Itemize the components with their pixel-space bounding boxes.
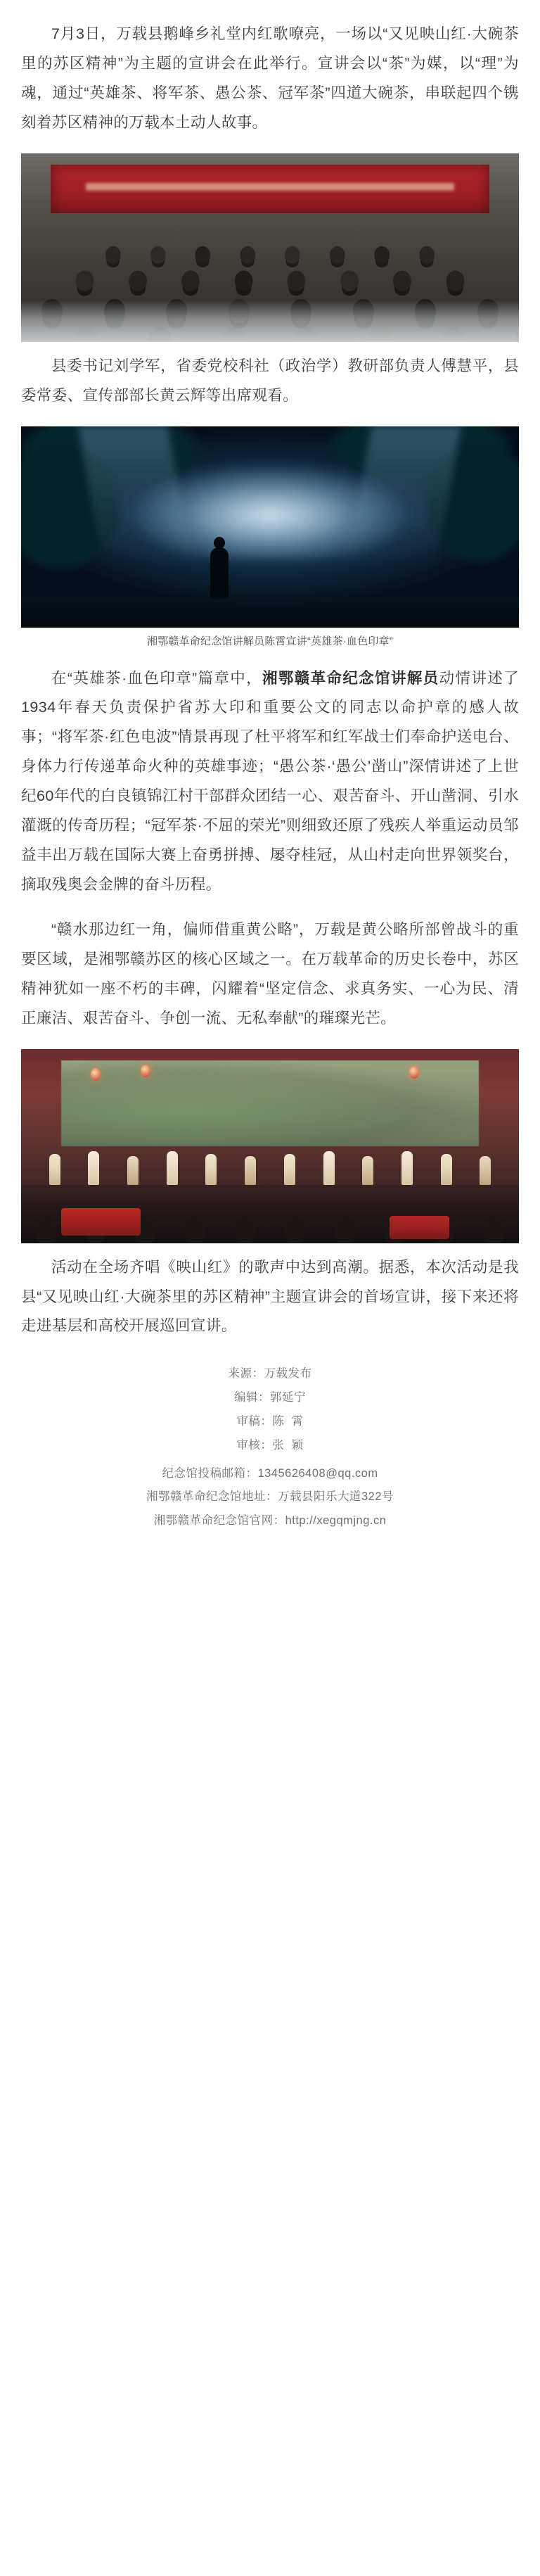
photo-1-audience-row (91, 246, 449, 262)
photo-stage-speaker (21, 426, 519, 628)
paragraph-2-text-b: 动情讲述了1934年春天负责保护省苏大印和重要公文的同志以命护章的感人故事；“将军茶·红色电波”情景再现了杜平将军和红军战士们奉命护送电台、身体力行传递革命火种的英雄事迹；“愚公茶·‘愚公’凿山”深情讲述了上世纪60年代的白良镇锦江村干部群众团结一心、艰苦奋斗、开山凿洞、引水灌溉的传奇历程；“冠军茶·不屈的荣光”则细致还原了残疾人举重运动员邹益丰出万载在国际大赛上奋勇拼搏、屡夺桂冠，从山村走向世界领奖台，摘取残奥会金牌的奋斗历程。 (21, 669, 519, 893)
photo-2-speaker-silhouette (210, 547, 229, 599)
photo-1-caption: 县委书记刘学军，省委党校科社（政治学）教研部负责人傅慧平，县委常委、宣传部部长黄云辉等出席观看。 (21, 357, 519, 404)
paragraph-1-text: 7月3日，万载县鹅峰乡礼堂内红歌嘹亮，一场以“又见映山红·大碗茶里的苏区精神”为主题的宣讲会在此举行。宣讲会以“茶”为媒，以“理”为魂，通过“英雄茶、将军茶、愚公茶、冠军茶”四道大碗茶，串联起四个镌刻着苏区精神的万载本土动人故事。 (21, 25, 519, 131)
footer-email: 纪念馆投稿邮箱：1345626408@qq.com (162, 1466, 378, 1480)
photo-3-caption: 活动在全场齐唱《映山红》的歌声中达到高潮。据悉，本次活动是我县“又见映山红·大碗茶里的苏区精神”主题宣讲会的首场宣讲，接下来还将走进基层和高校开展巡回宣讲。 (21, 1258, 519, 1335)
footer-address: 湘鄂赣革命纪念馆地址：万载县阳乐大道322号 (146, 1490, 394, 1504)
paragraph-3-text: “赣水那边红一角，偏师借重黄公略”，万载是黄公略所部曾战斗的重要区域，是湘鄂赣苏区的核心区域之一。在万载革命的历史长卷中，苏区精神犹如一座不朽的丰碑，闪耀着“坚定信念、求真务实、一心为民、清正廉洁、艰苦奋斗、争创一流、无私奉献”的璀璨光芒。 (21, 920, 519, 1027)
article-footer (21, 1362, 519, 1533)
photo-3-performers (21, 1151, 519, 1185)
footer-editor: 编辑：郭延宁 (234, 1391, 306, 1404)
photo-2-caption: 湘鄂赣革命纪念馆讲解员陈霄宣讲“英雄茶·血色印章” (147, 635, 393, 647)
footer-source: 来源：万载发布 (228, 1367, 312, 1381)
photo-1-foreground (21, 300, 519, 342)
paragraph-2-text-a: 在“英雄茶·血色印章”篇章中， (51, 669, 263, 687)
paragraph-2 (21, 664, 519, 900)
paragraph-1 (21, 20, 519, 138)
photo-1-audience-row (58, 271, 482, 291)
photo-conference-hall (21, 153, 519, 342)
photo-3-red-flag-right (390, 1216, 449, 1239)
photo-2-stage-floor (21, 597, 519, 628)
photo-3-red-flag-left (61, 1208, 141, 1236)
footer-approver: 审核：张 颖 (236, 1438, 304, 1452)
footer-website: 湘鄂赣革命纪念馆官网：http://xegqmjng.cn (153, 1514, 387, 1528)
photo-stage-chorus (21, 1049, 519, 1243)
photo-3-lantern (141, 1065, 150, 1077)
paragraph-3 (21, 915, 519, 1034)
photo-1-banner (51, 165, 489, 214)
footer-reviewer: 审稿：陈 霄 (236, 1414, 304, 1428)
paragraph-2-text-bold: 湘鄂赣革命纪念馆讲解员 (262, 669, 439, 687)
